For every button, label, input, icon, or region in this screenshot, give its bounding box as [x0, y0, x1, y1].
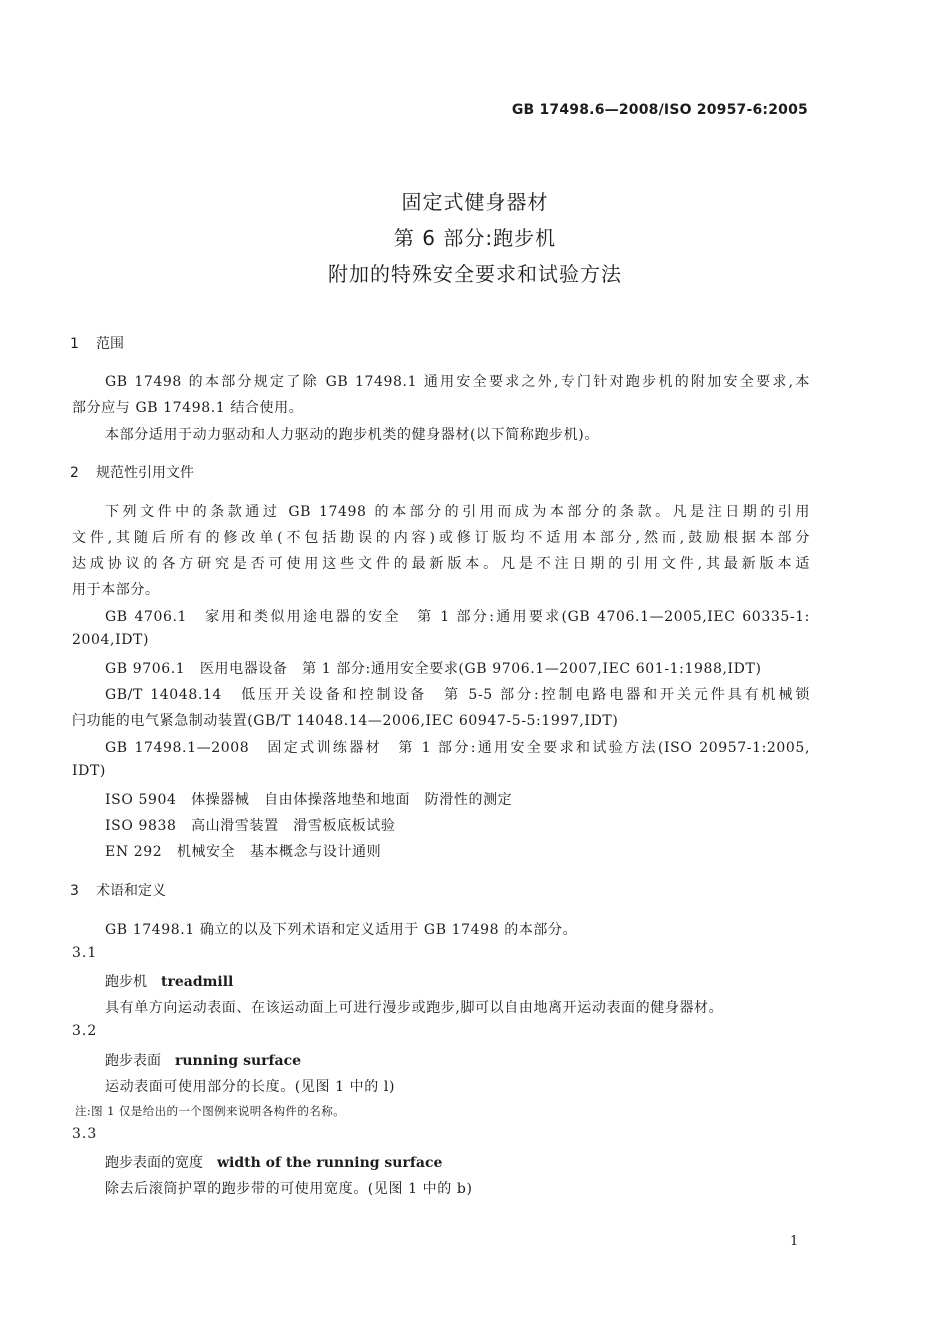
reference-item: GB 4706.1 家用和类似用途电器的安全 第 1 部分:通用要求(GB 4706.1—2005,IEC 60335-1:	[105, 609, 810, 625]
term-number: 3.1	[72, 945, 98, 961]
term-name-en: width of the running surface	[217, 1155, 443, 1171]
paragraph-line: 本部分适用于动力驱动和人力驱动的跑步机类的健身器材(以下简称跑步机)。	[105, 427, 599, 443]
reference-item-continuation: 2004,IDT)	[72, 632, 150, 648]
reference-item-continuation: IDT)	[72, 763, 106, 779]
reference-item: EN 292 机械安全 基本概念与设计通则	[105, 844, 382, 860]
term-name-en: treadmill	[161, 974, 234, 990]
reference-item: GB/T 14048.14 低压开关设备和控制设备 第 5-5 部分:控制电路电器和开关元件具有机械锁	[105, 687, 810, 703]
page-number: 1	[790, 1234, 799, 1249]
paragraph-line: 部分应与 GB 17498.1 结合使用。	[72, 400, 304, 416]
section-title: 规范性引用文件	[96, 465, 194, 481]
section-number: 1	[70, 336, 79, 352]
paragraph-line: GB 17498.1 确立的以及下列术语和定义适用于 GB 17498 的本部分。	[105, 922, 578, 938]
term-name-cn: 跑步机	[105, 974, 147, 990]
term-number: 3.3	[72, 1126, 98, 1142]
standard-number: GB 17498.6—2008/ISO 20957-6:2005	[511, 102, 808, 118]
term-definition: 除去后滚筒护罩的跑步带的可使用宽度。(见图 1 中的 b)	[105, 1181, 473, 1197]
paragraph-line: 达成协议的各方研究是否可使用这些文件的最新版本。凡是不注日期的引用文件,其最新版本适	[72, 556, 810, 572]
paragraph-line: 下列文件中的条款通过 GB 17498 的本部分的引用而成为本部分的条款。凡是注日期的引用	[105, 504, 810, 520]
section-1-heading	[70, 333, 124, 353]
term-name	[105, 1050, 301, 1070]
term-name-cn: 跑步表面的宽度	[105, 1155, 203, 1171]
section-number: 2	[70, 465, 79, 481]
term-name	[105, 971, 233, 991]
section-number: 3	[70, 883, 79, 899]
term-definition: 具有单方向运动表面、在该运动面上可进行漫步或跑步,脚可以自由地离开运动表面的健身器材。	[105, 1000, 724, 1016]
paragraph-line: 文件,其随后所有的修改单(不包括勘误的内容)或修订版均不适用本部分,然而,鼓励根据本部分	[72, 530, 810, 546]
section-2-heading	[70, 462, 194, 482]
term-name-en: running surface	[175, 1053, 302, 1069]
term-definition: 运动表面可使用部分的长度。(见图 1 中的 l)	[105, 1079, 396, 1095]
reference-item-continuation: 闩功能的电气紧急制动装置(GB/T 14048.14—2006,IEC 60947-5-5:1997,IDT)	[72, 713, 619, 729]
section-title: 范围	[96, 336, 124, 352]
term-name-cn: 跑步表面	[105, 1053, 161, 1069]
reference-item: GB 17498.1—2008 固定式训练器材 第 1 部分:通用安全要求和试验方法(ISO 20957-1:2005,	[105, 740, 810, 756]
title-line-3: 附加的特殊安全要求和试验方法	[328, 262, 622, 286]
paragraph-line: 用于本部分。	[72, 582, 160, 598]
reference-item: GB 9706.1 医用电器设备 第 1 部分:通用安全要求(GB 9706.1—2007,IEC 601-1:1988,IDT)	[105, 661, 762, 677]
paragraph-line: GB 17498 的本部分规定了除 GB 17498.1 通用安全要求之外,专门针对跑步机的附加安全要求,本	[105, 374, 810, 390]
title-line-2: 第 6 部分:跑步机	[393, 226, 557, 250]
note: 注:图 1 仅是给出的一个图例来说明各构件的名称。	[75, 1104, 345, 1118]
term-number: 3.2	[72, 1023, 98, 1039]
reference-item: ISO 9838 高山滑雪装置 滑雪板底板试验	[105, 818, 396, 834]
reference-item: ISO 5904 体操器械 自由体操落地垫和地面 防滑性的测定	[105, 792, 513, 808]
section-3-heading	[70, 880, 166, 900]
title-line-1: 固定式健身器材	[401, 190, 549, 214]
section-title: 术语和定义	[96, 883, 166, 899]
term-name	[105, 1152, 442, 1172]
